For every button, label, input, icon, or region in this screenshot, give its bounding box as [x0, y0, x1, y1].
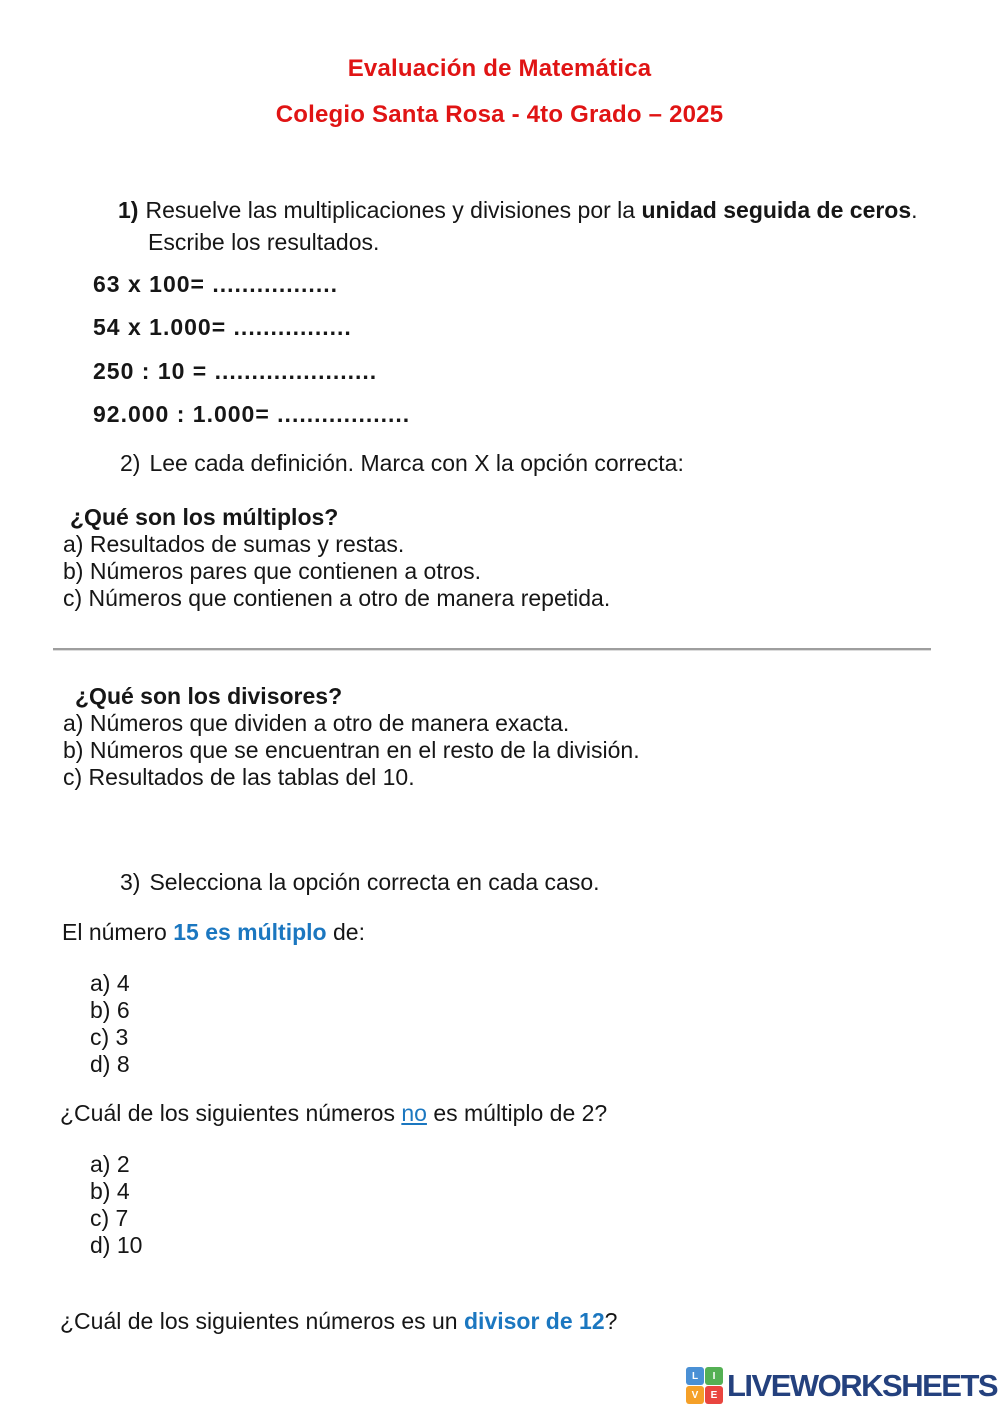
q2-prompt	[120, 449, 684, 477]
q1-number: 1)	[118, 197, 139, 223]
exercise-answer-blank[interactable]: 54 x 1.000= ................	[93, 314, 352, 340]
q3-sub1-options	[90, 970, 130, 1078]
q3-sub1-before: El número	[62, 919, 174, 945]
q2-multiples-options	[63, 531, 610, 612]
q3-sub2-before: ¿Cuál de los siguientes números	[60, 1100, 402, 1126]
q3-prompt-text: Selecciona la opción correcta en cada caso.	[149, 869, 600, 895]
option-row[interactable]: b) Números pares que contienen a otros.	[63, 558, 482, 584]
option-row[interactable]: a) 4	[90, 970, 130, 996]
page-title: Evaluación de Matemática	[347, 55, 652, 82]
logo-square-e: E	[705, 1386, 723, 1404]
q1-prompt-line1	[118, 196, 918, 224]
q3-prompt	[120, 868, 600, 896]
option-row[interactable]: b) 4	[90, 1178, 130, 1204]
option-row[interactable]: c) 3	[90, 1024, 129, 1050]
option-row[interactable]: a) Resultados de sumas y restas.	[63, 531, 405, 557]
q1-prompt-line2: Escribe los resultados.	[148, 229, 380, 255]
exercise-answer-blank[interactable]: 63 x 100= .................	[93, 271, 338, 297]
q3-sub2-highlight: no	[401, 1100, 427, 1126]
q2-number: 2)	[120, 450, 141, 476]
logo-square-i: I	[705, 1367, 723, 1385]
q3-sub3-before: ¿Cuál de los siguientes números es un	[60, 1308, 464, 1334]
section-divider	[53, 648, 931, 651]
logo-square-v: V	[686, 1386, 704, 1404]
q2-divisors-options	[63, 710, 640, 791]
q3-sub3-after: ?	[604, 1308, 618, 1334]
option-row[interactable]: d) 10	[90, 1232, 143, 1258]
option-row[interactable]: b) Números que se encuentran en el resto de la división.	[63, 737, 640, 763]
q3-sub1-statement	[62, 918, 365, 946]
q3-sub3-highlight: divisor de 12	[464, 1308, 605, 1334]
q2-divisors-question: ¿Qué son los divisores?	[75, 683, 343, 709]
q1-intro-bold: unidad seguida de ceros	[641, 197, 912, 223]
option-row[interactable]: c) Resultados de las tablas del 10.	[63, 764, 415, 790]
q2-multiples-question: ¿Qué son los múltiplos?	[70, 504, 339, 530]
option-row[interactable]: c) Números que contienen a otro de manera repetida.	[63, 585, 611, 611]
liveworksheets-icon	[686, 1367, 723, 1404]
option-row[interactable]: a) 2	[90, 1151, 130, 1177]
q3-number: 3)	[120, 869, 141, 895]
q3-sub1-after: de:	[326, 919, 365, 945]
exercise-answer-blank[interactable]: 92.000 : 1.000= ..................	[93, 401, 411, 427]
q3-sub2-after: es múltiplo de 2?	[426, 1100, 608, 1126]
q3-sub2-options	[90, 1151, 142, 1259]
option-row[interactable]: b) 6	[90, 997, 130, 1023]
q1-intro-after: .	[911, 197, 918, 223]
option-row[interactable]: c) 7	[90, 1205, 129, 1231]
q1-intro-before: Resuelve las multiplicaciones y divisiones por la	[145, 197, 642, 223]
q3-sub1-highlight: 15 es múltiplo	[173, 919, 327, 945]
logo-square-l: L	[686, 1367, 704, 1385]
option-row[interactable]: d) 8	[90, 1051, 130, 1077]
exercise-answer-blank[interactable]: 250 : 10 = ......................	[93, 358, 378, 384]
option-row[interactable]: a) Números que dividen a otro de manera exacta.	[63, 710, 570, 736]
logo-wordmark: LIVEWORKSHEETS	[727, 1367, 998, 1403]
q3-sub3-statement	[60, 1307, 617, 1335]
page-subtitle: Colegio Santa Rosa - 4to Grado – 2025	[275, 101, 724, 128]
liveworksheets-logo[interactable]	[686, 1367, 997, 1404]
q2-prompt-text: Lee cada definición. Marca con X la opción correcta:	[149, 450, 684, 476]
q3-sub2-statement	[60, 1099, 607, 1127]
